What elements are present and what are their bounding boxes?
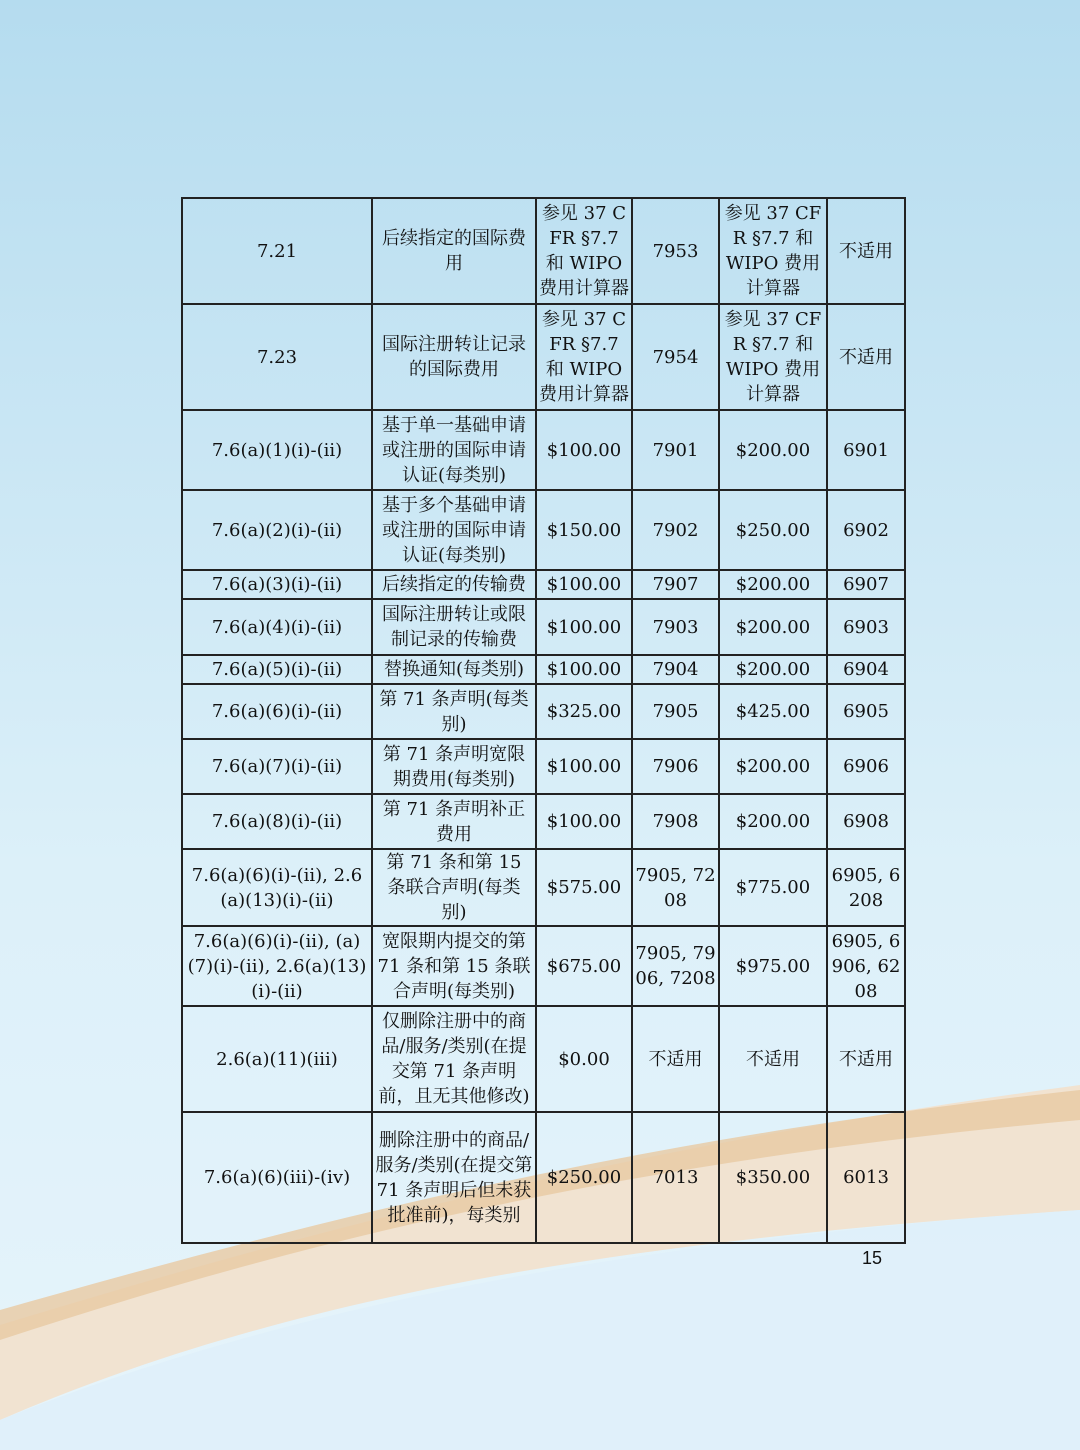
description-cell: 删除注册中的商品/服务/类别(在提交第 71 条声明后但未获批准前)，每类别 xyxy=(372,1112,536,1243)
fee-code2-cell: 6901 xyxy=(827,410,905,490)
fee-code2-cell: 6904 xyxy=(827,655,905,684)
rule-cell: 2.6(a)(11)(iii) xyxy=(182,1006,372,1112)
description-cell: 国际注册转让记录的国际费用 xyxy=(372,304,536,410)
fee-code2-cell: 6902 xyxy=(827,490,905,570)
table-row xyxy=(182,1006,905,1112)
rule-cell: 7.6(a)(6)(i)-(ii), (a)(7)(i)-(ii), 2.6(a)(13)(i)-(ii) xyxy=(182,926,372,1006)
table-row xyxy=(182,926,905,1006)
table-row xyxy=(182,684,905,739)
description-cell: 仅删除注册中的商品/服务/类别(在提交第 71 条声明前，且无其他修改) xyxy=(372,1006,536,1112)
fee-code-cell: 7903 xyxy=(632,599,719,655)
fee-cell: $100.00 xyxy=(536,655,632,684)
fee-code2-cell: 6908 xyxy=(827,794,905,849)
table-row xyxy=(182,1112,905,1243)
description-cell: 后续指定的传输费 xyxy=(372,570,536,599)
fee-cell: $675.00 xyxy=(536,926,632,1006)
fee-cell: $325.00 xyxy=(536,684,632,739)
fee-cell: $250.00 xyxy=(536,1112,632,1243)
fee2-cell: $200.00 xyxy=(719,570,827,599)
fee2-cell: $200.00 xyxy=(719,599,827,655)
rule-cell: 7.6(a)(2)(i)-(ii) xyxy=(182,490,372,570)
fee2-cell: $200.00 xyxy=(719,739,827,794)
fee-code2-cell: 6905, 6906, 6208 xyxy=(827,926,905,1006)
table-row xyxy=(182,849,905,926)
fee-code-cell: 7953 xyxy=(632,198,719,304)
description-cell: 第 71 条声明(每类别) xyxy=(372,684,536,739)
table-row xyxy=(182,655,905,684)
rule-cell: 7.6(a)(5)(i)-(ii) xyxy=(182,655,372,684)
fee-cell: $100.00 xyxy=(536,410,632,490)
fee-code-cell: 不适用 xyxy=(632,1006,719,1112)
fee-code-cell: 7905 xyxy=(632,684,719,739)
table-row xyxy=(182,410,905,490)
rule-cell: 7.6(a)(7)(i)-(ii) xyxy=(182,739,372,794)
description-cell: 后续指定的国际费用 xyxy=(372,198,536,304)
description-cell: 替换通知(每类别) xyxy=(372,655,536,684)
page-number: 15 xyxy=(861,1248,883,1268)
fee2-cell: $350.00 xyxy=(719,1112,827,1243)
fee-code-cell: 7908 xyxy=(632,794,719,849)
rule-cell: 7.6(a)(1)(i)-(ii) xyxy=(182,410,372,490)
fee-cell: $150.00 xyxy=(536,490,632,570)
fee-cell: $100.00 xyxy=(536,794,632,849)
table-row xyxy=(182,570,905,599)
table-row xyxy=(182,739,905,794)
table-row xyxy=(182,198,905,304)
fee-table xyxy=(181,197,906,1244)
fee-code-cell: 7954 xyxy=(632,304,719,410)
table-row xyxy=(182,304,905,410)
fee-code-cell: 7905, 7906, 7208 xyxy=(632,926,719,1006)
table-row xyxy=(182,599,905,655)
fee-code2-cell: 不适用 xyxy=(827,304,905,410)
fee2-cell: $200.00 xyxy=(719,410,827,490)
rule-cell: 7.6(a)(6)(iii)-(iv) xyxy=(182,1112,372,1243)
fee2-cell: 参见 37 CFR §7.7 和 WIPO 费用计算器 xyxy=(719,304,827,410)
fee-code2-cell: 6905, 6208 xyxy=(827,849,905,926)
fee-cell: $100.00 xyxy=(536,570,632,599)
fee-code2-cell: 6013 xyxy=(827,1112,905,1243)
description-cell: 基于多个基础申请或注册的国际申请认证(每类别) xyxy=(372,490,536,570)
table-row xyxy=(182,490,905,570)
fee2-cell: $200.00 xyxy=(719,655,827,684)
fee2-cell: $200.00 xyxy=(719,794,827,849)
table-row xyxy=(182,794,905,849)
fee2-cell: $975.00 xyxy=(719,926,827,1006)
fee-code-cell: 7906 xyxy=(632,739,719,794)
fee-code2-cell: 不适用 xyxy=(827,1006,905,1112)
fee2-cell: 不适用 xyxy=(719,1006,827,1112)
description-cell: 宽限期内提交的第 71 条和第 15 条联合声明(每类别) xyxy=(372,926,536,1006)
rule-cell: 7.6(a)(6)(i)-(ii) xyxy=(182,684,372,739)
rule-cell: 7.23 xyxy=(182,304,372,410)
fee-code-cell: 7013 xyxy=(632,1112,719,1243)
fee2-cell: $250.00 xyxy=(719,490,827,570)
fee-code-cell: 7902 xyxy=(632,490,719,570)
fee2-cell: 参见 37 CFR §7.7 和 WIPO 费用计算器 xyxy=(719,198,827,304)
rule-cell: 7.6(a)(4)(i)-(ii) xyxy=(182,599,372,655)
fee-cell: 参见 37 CFR §7.7 和 WIPO 费用计算器 xyxy=(536,198,632,304)
description-cell: 国际注册转让或限制记录的传输费 xyxy=(372,599,536,655)
rule-cell: 7.21 xyxy=(182,198,372,304)
fee-code2-cell: 不适用 xyxy=(827,198,905,304)
fee-code-cell: 7905, 7208 xyxy=(632,849,719,926)
fee-code2-cell: 6905 xyxy=(827,684,905,739)
description-cell: 第 71 条和第 15 条联合声明(每类别) xyxy=(372,849,536,926)
fee-cell: 参见 37 CFR §7.7 和 WIPO 费用计算器 xyxy=(536,304,632,410)
fee2-cell: $775.00 xyxy=(719,849,827,926)
description-cell: 第 71 条声明补正费用 xyxy=(372,794,536,849)
description-cell: 基于单一基础申请或注册的国际申请认证(每类别) xyxy=(372,410,536,490)
fee-cell: $100.00 xyxy=(536,599,632,655)
fee-code2-cell: 6903 xyxy=(827,599,905,655)
fee-code2-cell: 6906 xyxy=(827,739,905,794)
fee-code-cell: 7907 xyxy=(632,570,719,599)
rule-cell: 7.6(a)(8)(i)-(ii) xyxy=(182,794,372,849)
fee2-cell: $425.00 xyxy=(719,684,827,739)
description-cell: 第 71 条声明宽限期费用(每类别) xyxy=(372,739,536,794)
rule-cell: 7.6(a)(3)(i)-(ii) xyxy=(182,570,372,599)
fee-code2-cell: 6907 xyxy=(827,570,905,599)
rule-cell: 7.6(a)(6)(i)-(ii), 2.6(a)(13)(i)-(ii) xyxy=(182,849,372,926)
fee-cell: $0.00 xyxy=(536,1006,632,1112)
fee-code-cell: 7901 xyxy=(632,410,719,490)
fee-code-cell: 7904 xyxy=(632,655,719,684)
fee-cell: $100.00 xyxy=(536,739,632,794)
fee-cell: $575.00 xyxy=(536,849,632,926)
